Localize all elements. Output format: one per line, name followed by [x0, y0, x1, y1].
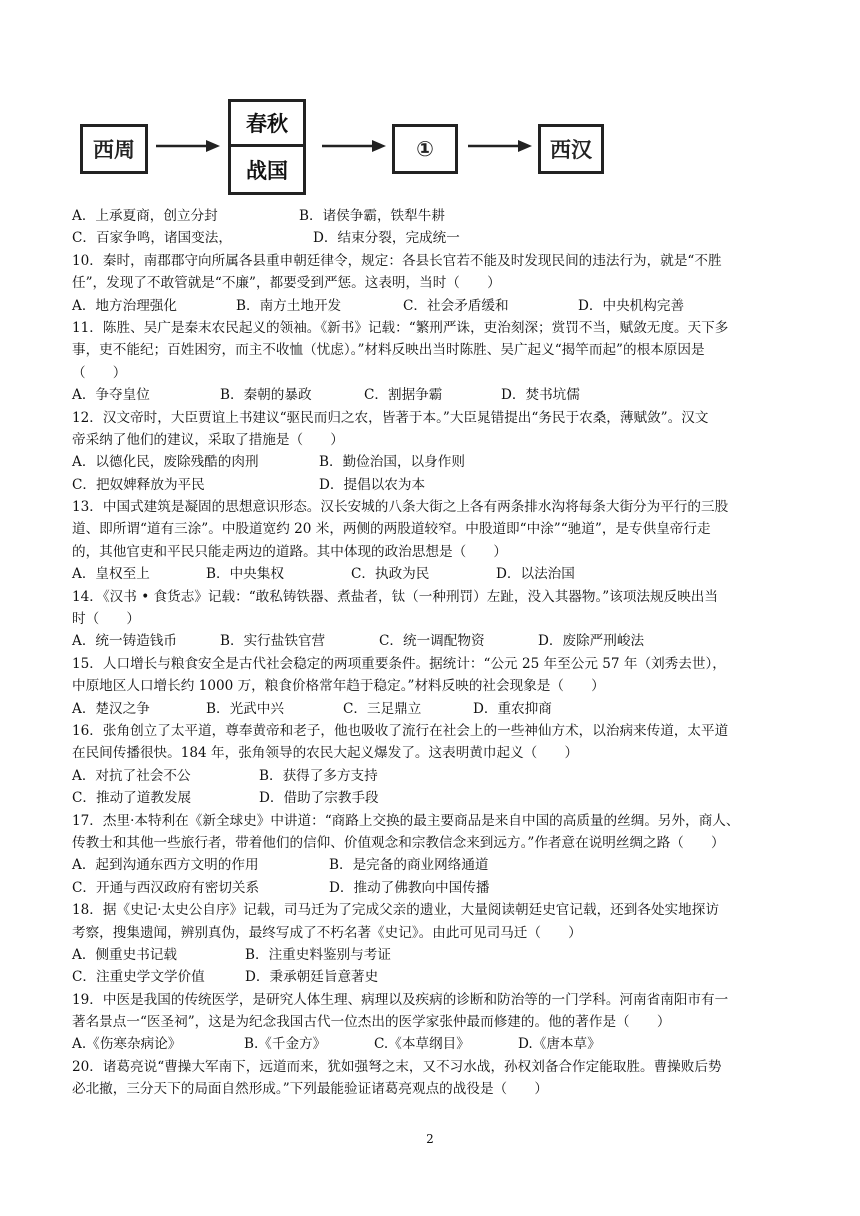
q15-option-b: B．光武中兴 [206, 700, 284, 717]
q14-option-d: D．废除严刑峻法 [538, 633, 645, 650]
q18-stem: 18．据《史记·太史公自序》记载，司马迁为了完成父亲的遗业，大量阅读朝廷史官记载，还到各处实地探访 [72, 902, 719, 919]
q15-option-c: C．三足鼎立 [343, 700, 422, 717]
q10-options [72, 295, 794, 317]
q18-options-row2 [72, 966, 794, 988]
q11-stem: 11．陈胜、吴广是秦末农民起义的领袖。《新书》记载：“繁刑严诛，吏治刻深；赏罚不当，赋敛无度。天下多 [72, 319, 729, 336]
q14-stem: 时（ ） [72, 611, 140, 628]
q12-option-b: B．勤俭治国，以身作则 [319, 454, 465, 471]
arrow-right-icon [322, 138, 388, 154]
q12-option-c: C．把奴婢释放为平民 [72, 476, 205, 493]
q14-stem: 14．《汉书 • 食货志》记载：“敢私铸铁器、煮盐者，钛（一种刑罚）左趾，没入其器物。”该项法规反映出当 [72, 588, 718, 605]
q19-options [72, 1033, 794, 1055]
q15-stem: 15．人口增长与粮食安全是古代社会稳定的两项重要条件。据统计：“公元 25 年至公元 57 年（刘秀去世）， [72, 655, 726, 672]
box-blank-1: ① [392, 124, 458, 174]
box-zhanguo-label: 战国 [246, 158, 288, 183]
q12-options-row2 [72, 474, 794, 496]
q19-option-b: B.《千金方》 [244, 1036, 327, 1053]
q9-options-row1 [72, 205, 794, 227]
q17-options-row1 [72, 854, 794, 876]
q11-option-d: D．焚书坑儒 [501, 387, 580, 404]
box-xihan: 西汉 [538, 124, 604, 174]
q16-option-a: A．对抗了社会不公 [72, 767, 191, 784]
q10-stem: 10．秦时，南郡郡守向所属各县重申朝廷律令，规定：各县长官若不能及时发现民间的违法行为，就是“不胜 [72, 252, 722, 269]
q17-stem: 传教士和其他一些旅行者，带着他们的信仰、价值观念和宗教信念来到远方。”作者意在说明丝绸之路（ ） [72, 834, 725, 851]
q10-stem: 任”，发现了不敢管就是“不廉”，都要受到严惩。这表明，当时（ ） [72, 275, 501, 292]
q9-option-d: D．结束分裂，完成统一 [313, 230, 460, 247]
q16-stem: 在民间传播很快。184 年，张角领导的农民大起义爆发了。这表明黄巾起义（ ） [72, 745, 579, 762]
q13-stem: 道、即所谓“道有三涂”。中股道宽约 20 米，两侧的两股道较窄。中股道即“中涂”“驰道”，是专供皇帝行走 [72, 521, 711, 538]
q12-stem: 12．汉文帝时，大臣贾谊上书建议“驱民而归之农，皆著于本。”大臣晁错提出“务民于农桑，薄赋敛”。汉文 [72, 409, 709, 426]
q18-option-d: D．秉承朝廷旨意著史 [245, 969, 379, 986]
q11-stem: （ ） [72, 364, 127, 381]
q19-option-c: C.《本草纲目》 [374, 1036, 470, 1053]
q12-option-a: A．以德化民，废除残酷的肉刑 [72, 454, 259, 471]
q11-options [72, 384, 794, 406]
arrow-right-icon [156, 138, 222, 154]
q19-stem: 19．中医是我国的传统医学，是研究人体生理、病理以及疾病的诊断和防治等的一门学科。河南省南阳市有一 [72, 991, 729, 1008]
q17-option-d: D．推动了佛教向中国传播 [329, 879, 490, 896]
arrow-right-icon [468, 138, 534, 154]
q15-option-a: A．楚汉之争 [72, 700, 150, 717]
q11-option-c: C．割据争霸 [364, 387, 443, 404]
q15-stem: 中原地区人口增长约 1000 万，粮食价格常年趋于稳定。”材料反映的社会现象是（ ） [72, 678, 605, 695]
q13-options [72, 563, 794, 585]
q13-stem: 的，其他官吏和平民只能走两边的道路。其中体现的政治思想是（ ） [72, 543, 507, 560]
q9-option-c: C．百家争鸣，诸国变法， [72, 230, 232, 247]
q10-option-d: D．中央机构完善 [578, 297, 685, 314]
q10-option-c: C．社会矛盾缓和 [403, 297, 509, 314]
q16-option-d: D．借助了宗教手段 [259, 790, 379, 807]
q9-option-b: B．诸侯争霸，铁犁牛耕 [299, 208, 445, 224]
q10-option-a: A．地方治理强化 [72, 297, 177, 314]
q17-stem: 17．杰里·本特利在《新全球史》中讲道：“商路上交换的最主要商品是来自中国的高质量的丝绸。另外，商人、 [72, 812, 740, 829]
q14-option-a: A．统一铸造钱币 [72, 633, 177, 650]
q18-stem: 考察，搜集遗闻，辨别真伪，最终写成了不朽名著《史记》。由此可见司马迁（ ） [72, 924, 582, 941]
q12-stem: 帝采纳了他们的建议，采取了措施是（ ） [72, 431, 344, 448]
page-number: 2 [426, 1132, 434, 1146]
q17-option-a: A．起到沟通东西方文明的作用 [72, 857, 259, 874]
q18-option-c: C．注重史学文学价值 [72, 969, 205, 986]
q19-option-d: D.《唐本草》 [518, 1036, 601, 1053]
q15-option-d: D．重农抑商 [473, 700, 552, 717]
q13-option-b: B．中央集权 [206, 566, 284, 583]
q16-options-row1 [72, 765, 794, 787]
q10-option-b: B．南方土地开发 [236, 297, 342, 314]
q14-options [72, 630, 794, 652]
question-text [72, 205, 794, 1101]
box-xizhou: 西周 [80, 124, 148, 174]
q13-option-a: A．皇权至上 [72, 566, 150, 583]
q11-stem: 事，吏不能纪；百姓困穷，而主不收恤（忧虑）。”材料反映出当时陈胜、吴广起义“揭竿而起”的根本原因是 [72, 342, 705, 359]
q18-option-a: A．侧重史书记载 [72, 946, 177, 963]
q19-stem: 著名景点一“医圣祠”，这是为纪念我国古代一位杰出的医学家张仲最而修建的。他的著作是（ ） [72, 1014, 671, 1031]
q9-options-row2 [72, 227, 794, 249]
q17-option-c: C．开通与西汉政府有密切关系 [72, 879, 260, 896]
q13-option-d: D．以法治国 [496, 566, 575, 583]
history-flow-diagram [70, 96, 630, 196]
q13-stem: 13．中国式建筑是凝固的思想意识形态。汉长安城的八条大街之上各有两条排水沟将每条大街分为平行的三股 [72, 499, 729, 516]
q14-option-c: C．统一调配物资 [379, 633, 485, 650]
q19-option-a: A.《伤寒杂病论》 [72, 1036, 182, 1053]
q16-stem: 16．张角创立了太平道，尊奉黄帝和老子，他也吸收了流行在社会上的一些神仙方术，以治病来传道，太平道 [72, 722, 729, 739]
q17-options-row2 [72, 877, 794, 899]
q15-options [72, 698, 794, 720]
q11-option-a: A．争夺皇位 [72, 387, 150, 404]
q12-options-row1 [72, 451, 794, 473]
q16-option-c: C．推动了道教发展 [72, 790, 192, 807]
q20-stem: 必北撤，三分天下的局面自然形成。”下列最能验证诸葛亮观点的战役是（ ） [72, 1081, 548, 1098]
q20-stem: 20．诸葛亮说“曹操大军南下，远道而来，犹如强弩之末，又不习水战，孙权刘备合作定能取胜。曹操败后势 [72, 1058, 722, 1075]
q13-option-c: C．执政为民 [351, 566, 430, 583]
q17-option-b: B．是完备的商业网络通道 [329, 857, 489, 874]
q18-options-row1 [72, 944, 794, 966]
q12-option-d: D．提倡以农为本 [319, 476, 426, 493]
q14-option-b: B．实行盐铁官营 [220, 633, 326, 650]
q18-option-b: B．注重史料鉴别与考证 [245, 946, 391, 963]
box-chunqiu-zhanguo [228, 99, 306, 195]
box-chunqiu-label: 春秋 [231, 102, 303, 147]
q16-option-b: B．获得了多方支持 [259, 767, 378, 784]
q9-option-a: A．上承夏商，创立分封 [72, 208, 218, 224]
q16-options-row2 [72, 787, 794, 809]
q11-option-b: B．秦朝的暴政 [220, 387, 312, 404]
